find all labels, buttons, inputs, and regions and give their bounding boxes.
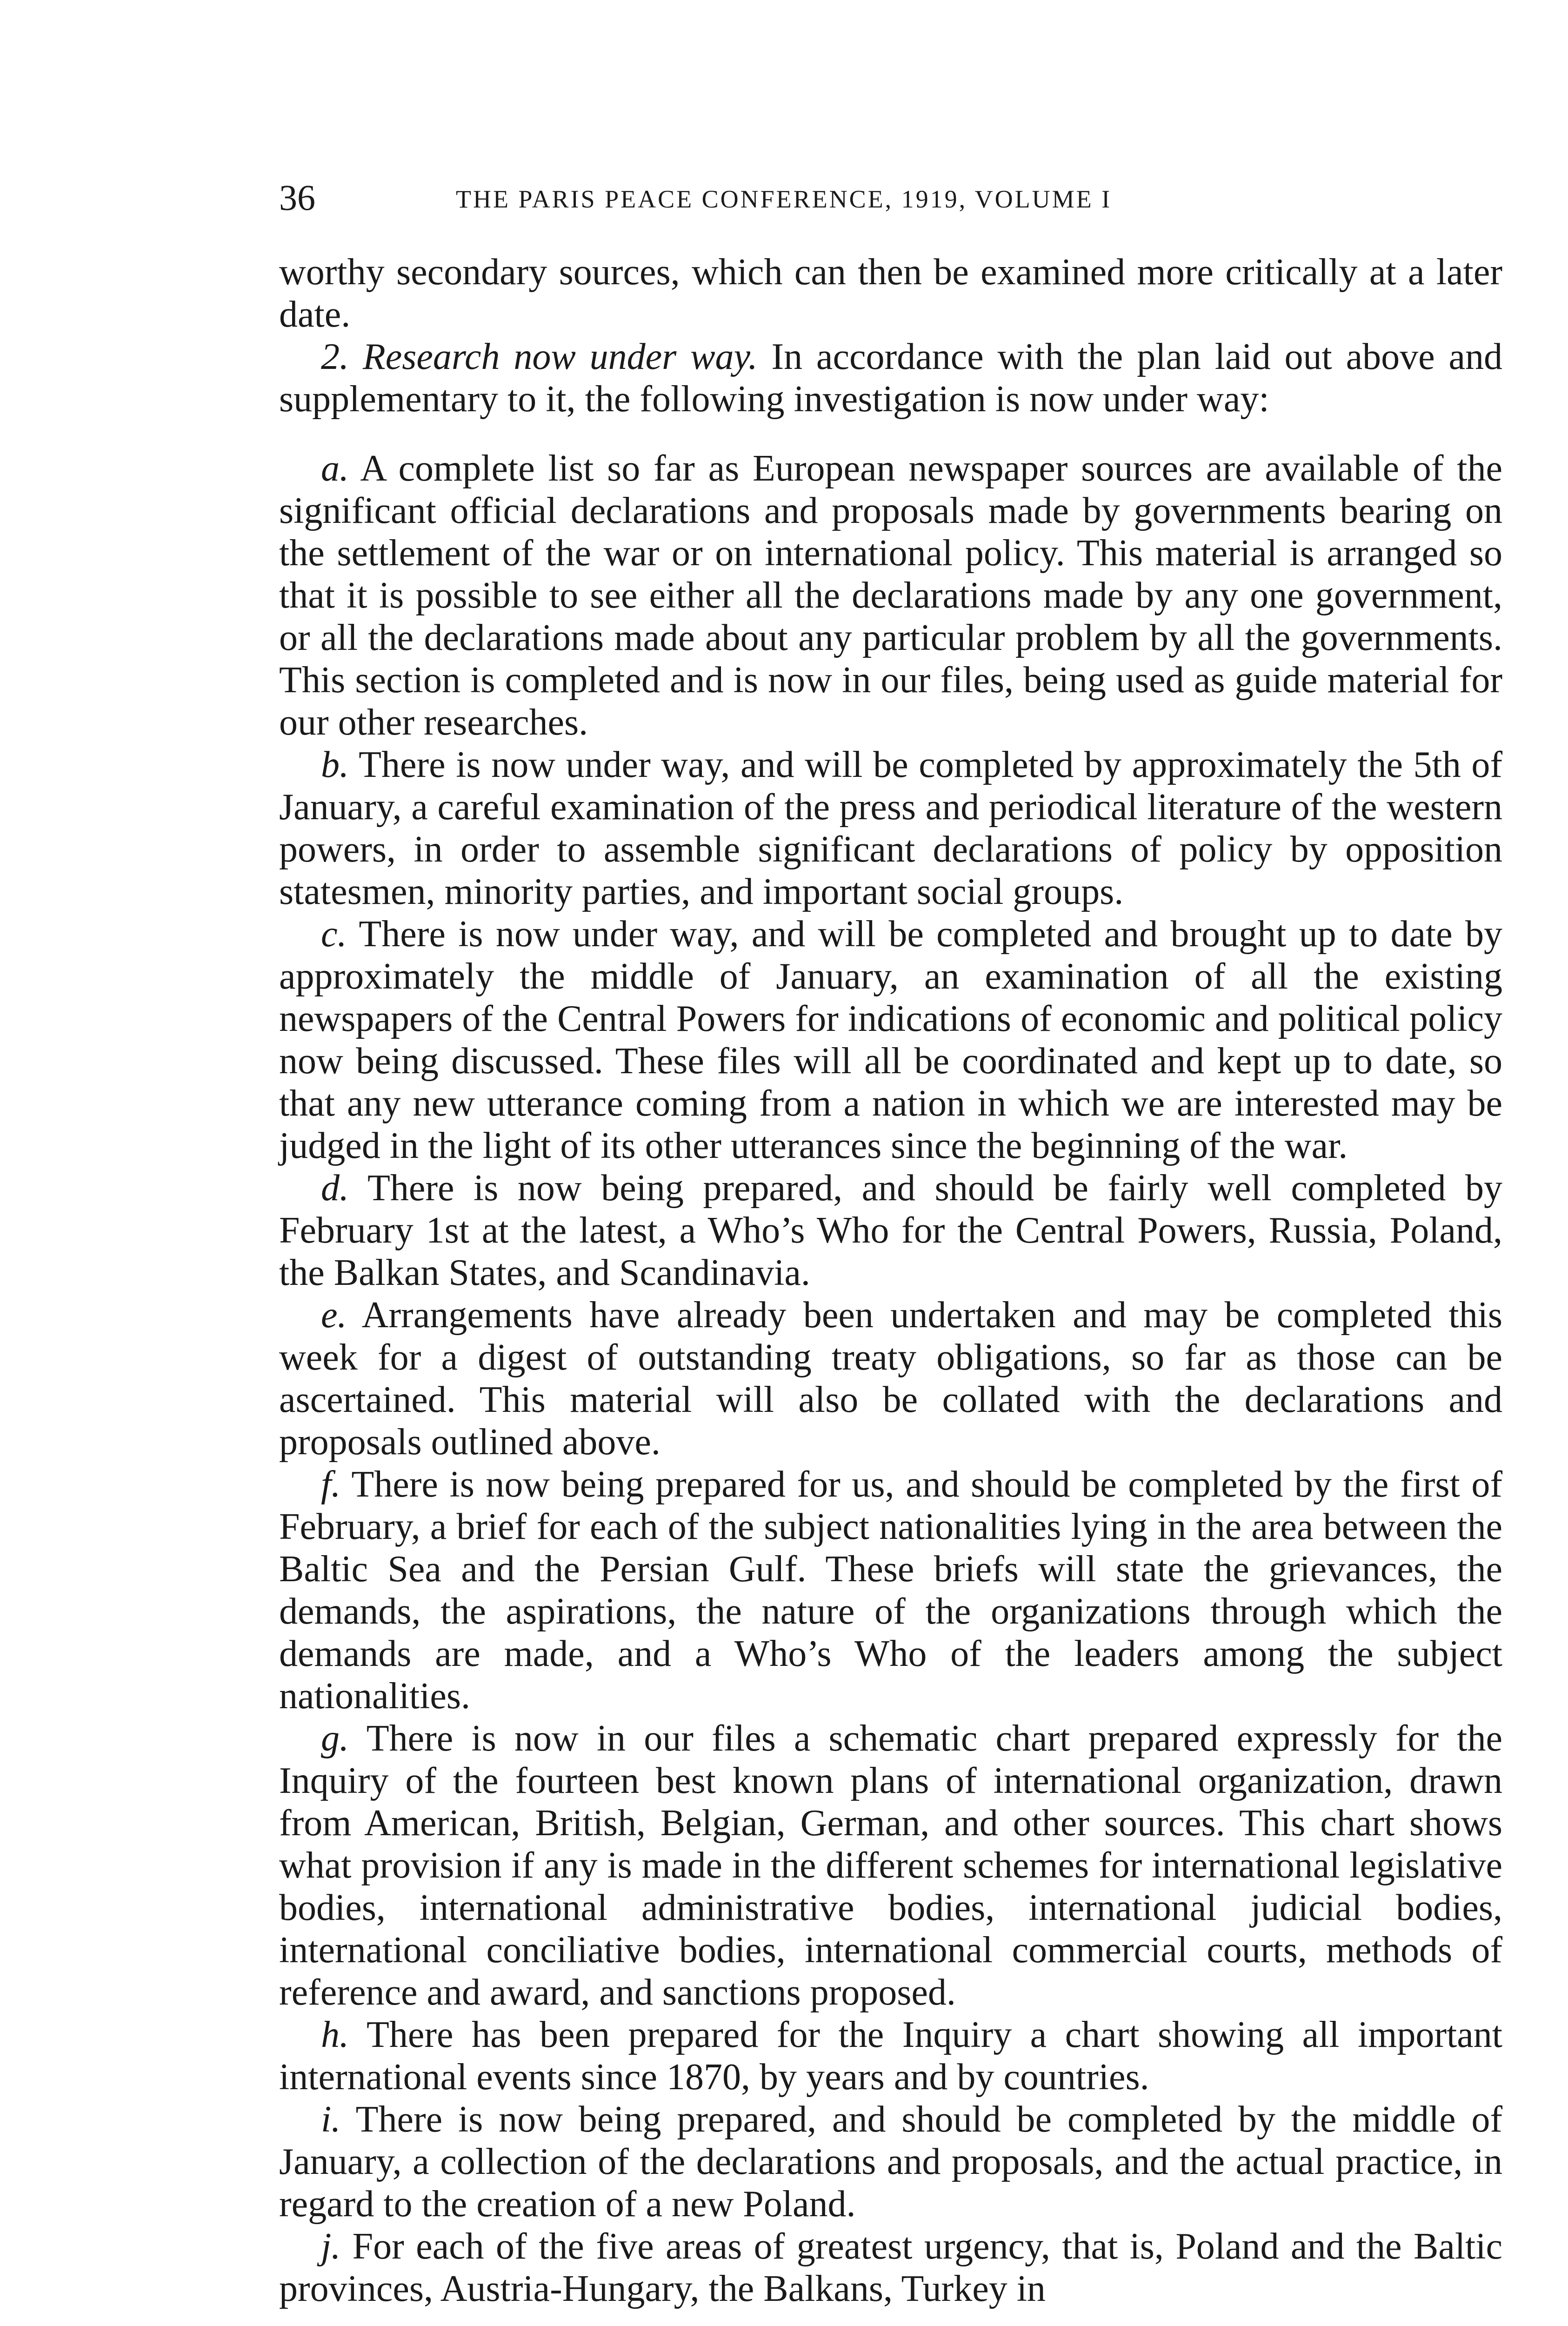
body-text (279, 251, 1502, 2310)
running-header (279, 177, 1502, 219)
item-label: c. (321, 914, 347, 955)
list-item (279, 913, 1502, 1167)
item-text: For each of the five areas of greatest urgency, that is, Poland and the Baltic provinces, Austria-Hungary, the Balkans, Turkey in (279, 2226, 1503, 2309)
page-number: 36 (279, 177, 315, 218)
item-text: There has been prepared for the Inquiry a chart showing all important international events since 1870, by years and by countries. (279, 2014, 1503, 2098)
section-paragraph (279, 336, 1502, 421)
item-label: f. (321, 1464, 341, 1505)
list-item (279, 1294, 1502, 1464)
item-text: Arrangements have already been undertaken and may be completed this week for a digest of outstanding treaty obligations, so far as those can be ascertained. This material will also be collated with the declarations and proposals outlined above. (279, 1295, 1502, 1463)
continuation-paragraph: worthy secondary sources, which can then be examined more critically at a later date. (279, 252, 1502, 335)
list-item (279, 1464, 1502, 1718)
section-heading: Research now under way. (362, 336, 758, 377)
item-label: d. (321, 1168, 349, 1209)
item-label: j. (321, 2226, 341, 2267)
section-number: 2. (321, 336, 349, 377)
item-text: A complete list so far as European newspaper sources are available of the significant official declarations and proposals made by governments bearing on the settlement of the war or on international policy. This material is arranged so that it is possible to see either all the declarations made by any one government, or all the declarations made about any particular problem by all the governments. This section is completed and is now in our files, being used as guide material for our other researches. (279, 448, 1502, 743)
list-item (279, 2226, 1502, 2310)
running-title: THE PARIS PEACE CONFERENCE, 1919, VOLUME I (456, 185, 1112, 213)
list-item (279, 2099, 1502, 2226)
item-label: a. (321, 448, 349, 489)
item-label: e. (321, 1295, 347, 1336)
item-text: There is now being prepared, and should be fairly well completed by February 1st at the latest, a Who’s Who for the Central Powers, Russia, Poland, the Balkan States, and Scandinavia. (279, 1168, 1502, 1293)
list-item (279, 2014, 1502, 2099)
item-text: There is now being prepared for us, and should be completed by the first of February, a brief for each of the subject nationalities lying in the area between the Baltic Sea and the Persian Gulf. These briefs will state the grievances, the demands, the aspirations, the nature of the organizations through which the demands are made, and a Who’s Who of the leaders among the subject nationalities. (279, 1464, 1502, 1717)
item-text: There is now under way, and will be completed by approximately the 5th of January, a careful examination of the press and periodical literature of the western powers, in order to assemble significant declarations of policy by opposition statesmen, minority parties, and important social groups. (279, 744, 1502, 912)
item-label: i. (321, 2099, 341, 2140)
list-item (279, 744, 1502, 913)
item-label: g. (321, 1718, 349, 1759)
item-text: There is now being prepared, and should be completed by the middle of January, a collection of the declarations and proposals, and the actual practice, in regard to the creation of a new Poland. (279, 2099, 1502, 2225)
item-text: There is now in our files a schematic chart prepared expressly for the Inquiry of the fourteen best known plans of international organization, drawn from American, British, Belgian, German, and other sources. This chart shows what provision if any is made in the different schemes for international legislative bodies, international administrative bodies, international judicial bodies, international conciliative bodies, international commercial courts, methods of reference and award, and sanctions proposed. (279, 1718, 1502, 2013)
list-item (279, 1167, 1502, 1294)
section-text: In accordance with the plan laid out above and supplementary to it, the following investigation is now under way: (279, 336, 1503, 420)
item-text: There is now under way, and will be completed and brought up to date by approximately the middle of January, an examination of all the existing newspapers of the Central Powers for indications of economic and political policy now being discussed. These files will all be coordinated and kept up to date, so that any new utterance coming from a nation in which we are interested may be judged in the light of its other utterances since the beginning of the war. (279, 914, 1502, 1166)
item-label: h. (321, 2014, 349, 2055)
list-item (279, 448, 1502, 744)
item-label: b. (321, 744, 349, 785)
list-item (279, 1718, 1502, 2014)
